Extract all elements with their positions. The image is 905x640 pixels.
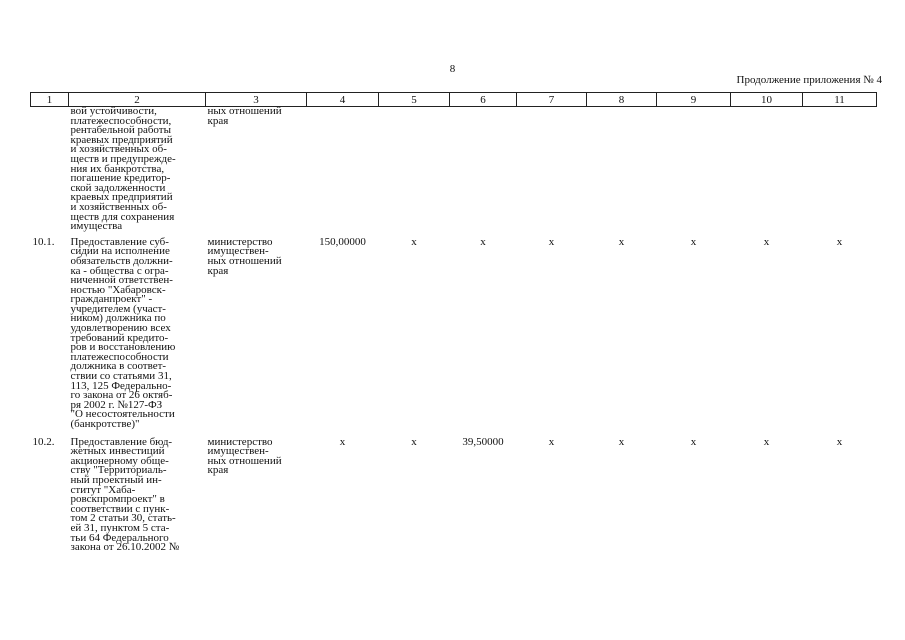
value-cell: 39,50000 [462,435,504,448]
value-cell: х [339,435,346,448]
value-cell: х [411,235,417,248]
column-header: 11 [803,93,877,107]
measure-name: Предоставление бюд- жетных инвестиций акционерному обще- ству "Территориаль- ный проектный ин- ститут "Хаба- ровскпромпроект" в соответствии с пунк- том 2 статьи 30, стать- ей 31, пунктом 5 ста- тьи 64 Федерального закона от 26.10.2002 № [70,435,180,554]
value-cell [587,107,657,238]
value-cell [450,107,517,238]
executor: министерство имуществен- ных отношений края [207,435,282,477]
value-cell [307,107,379,238]
value-cell [379,107,450,238]
column-number-row [31,93,877,107]
measure-name: вой устойчивости, платежеспособности, рентабельной работы краевых предприятий и хозяйственных об- ществ и предупрежде- ния их банкротства, погашение кредитор- ской задолженности краевых предприятий и хозяйственных об- ществ для сохранения имущества [70,105,176,233]
column-header: 4 [307,93,379,107]
column-header: 6 [450,93,517,107]
value-cell [657,107,731,238]
column-header: 5 [379,93,450,107]
page-number: 8 [449,63,456,75]
row-number [31,107,69,238]
executor: министерство имуществен- ных отношений края [207,235,282,277]
value-cell [803,107,877,238]
value-cell: х [548,235,555,248]
value-cell [517,107,587,238]
value-cell: х [411,435,417,448]
table-row [31,238,877,438]
table-row [31,438,877,561]
table-row [31,107,877,238]
value-cell: х [836,435,843,448]
executor: ных отношений края [207,105,282,127]
value-cell: х [548,435,555,448]
measure-name: Предоставление суб- сидии на исполнение обязательств должни- ка - общества с огра- ниченной ответствен- ностью "Хабаровск- гражданпроект" - учредителем (участ- ником) должника по удовлетворению всех требований кредито- ров и восстановлению платежеспособности должника в соответ- ствии со статьями 31, 113, 125 Федерально- го закона от 26 октяб- ря 2002 г. №127-ФЗ "О несостоятельности (банкротстве)" [70,235,176,430]
value-cell: 150,00000 [319,235,366,248]
row-number: 10.1. [32,235,55,248]
column-header: 9 [657,93,731,107]
value-cell: х [836,235,843,248]
continuation-label: Продолжение приложения № 4 [736,74,882,86]
column-header: 3 [206,93,307,107]
value-cell: х [618,435,625,448]
column-header: 10 [731,93,803,107]
column-header: 2 [69,93,206,107]
value-cell: х [690,235,697,248]
value-cell: х [480,235,486,248]
column-header: 7 [517,93,587,107]
value-cell: х [763,235,770,248]
value-cell: х [690,435,697,448]
value-cell [731,107,803,238]
row-number: 10.2. [32,435,55,448]
appendix-table [30,92,877,561]
column-header: 1 [31,93,69,107]
value-cell: х [618,235,625,248]
column-header: 8 [587,93,657,107]
value-cell: х [763,435,770,448]
